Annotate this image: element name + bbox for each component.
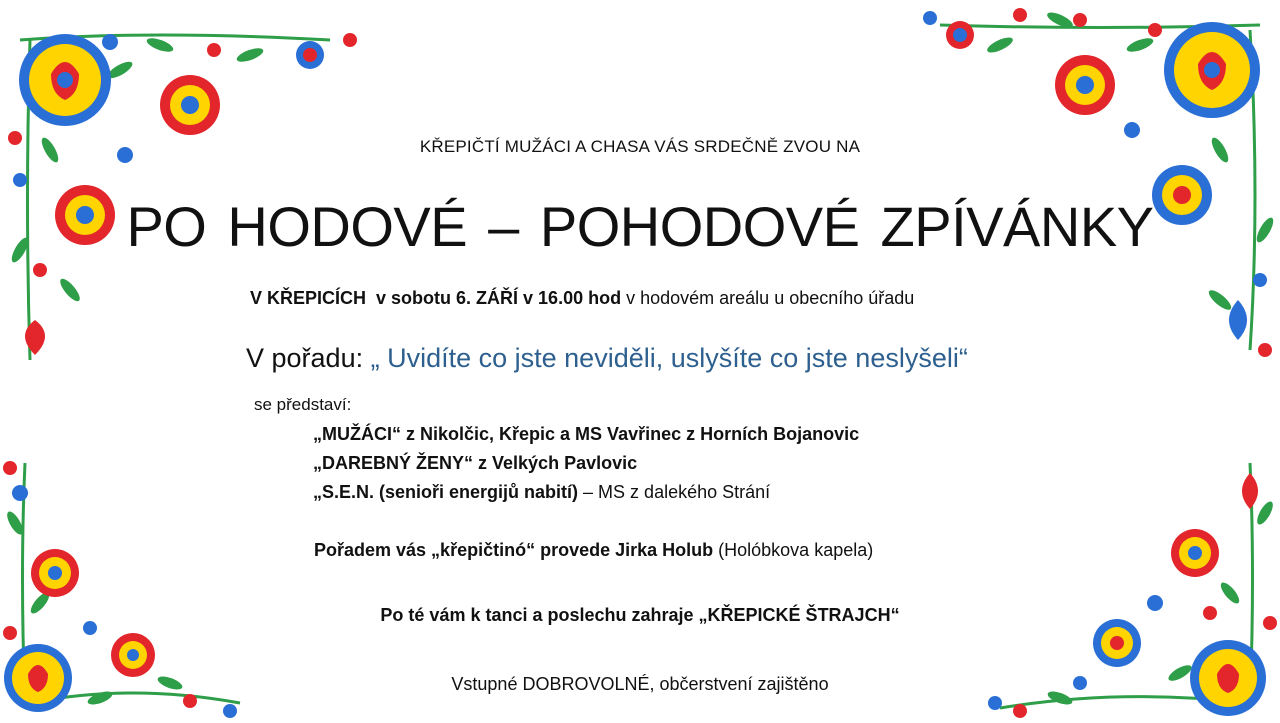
folk-ornament-top-left bbox=[0, 0, 380, 380]
folk-flower-icon bbox=[1164, 22, 1260, 118]
presents-label: se představí: bbox=[254, 395, 352, 414]
host-name: Pořadem vás „křepičtinó“ provede Jirka Holub bbox=[314, 540, 714, 560]
performer-item bbox=[313, 482, 770, 503]
folk-ornament-top-right bbox=[920, 0, 1280, 370]
performer-item bbox=[313, 424, 859, 445]
folk-flower-icon bbox=[31, 549, 79, 597]
folk-flower-icon bbox=[1171, 529, 1219, 577]
performer-name: „MUŽÁCI“ z Nikolčic, Křepic a MS Vavřinec z Horních Bojanovic bbox=[313, 424, 860, 444]
folk-flower-icon bbox=[160, 75, 220, 135]
invitation-intro: KŘEPIČTÍ MUŽÁCI A CHASA VÁS SRDEČNĚ ZVOU NA bbox=[419, 137, 861, 156]
host-note: (Holóbkova kapela) bbox=[713, 540, 874, 560]
performer-name: „DAREBNÝ ŽENY“ z Velkých Pavlovic bbox=[313, 453, 638, 473]
host-line bbox=[314, 540, 873, 561]
program-label: V pořadu: bbox=[246, 343, 364, 373]
folk-flower-icon bbox=[111, 633, 155, 677]
performer-item bbox=[313, 453, 637, 474]
folk-flower-icon bbox=[1093, 619, 1141, 667]
event-when bbox=[250, 288, 914, 309]
folk-flower-icon bbox=[296, 41, 324, 69]
band-line: Po té vám k tanci a poslechu zahraje „KŘEPICKÉ ŠTRAJCH“ bbox=[380, 605, 900, 625]
folk-flower-icon bbox=[1055, 55, 1115, 115]
performer-note: – MS z dalekého Strání bbox=[578, 482, 771, 502]
entry-info: Vstupné DOBROVOLNÉ, občerstvení zajištěno bbox=[451, 674, 829, 694]
event-date: v sobotu 6. ZÁŘÍ v 16.00 hod bbox=[376, 288, 622, 308]
folk-flower-icon bbox=[946, 21, 974, 49]
event-place: V KŘEPICÍCH bbox=[250, 288, 367, 308]
folk-flower-icon bbox=[19, 34, 111, 126]
event-title: PO HODOVÉ – POHODOVÉ ZPÍVÁNKY bbox=[126, 195, 1154, 258]
program-quote: „ Uvidíte co jste neviděli, uslyšíte co jste neslyšeli“ bbox=[370, 343, 968, 373]
program-line bbox=[246, 343, 968, 374]
event-venue: v hodovém areálu u obecního úřadu bbox=[626, 288, 915, 308]
performer-name: „S.E.N. (senioři energijů nabití) bbox=[313, 482, 579, 502]
